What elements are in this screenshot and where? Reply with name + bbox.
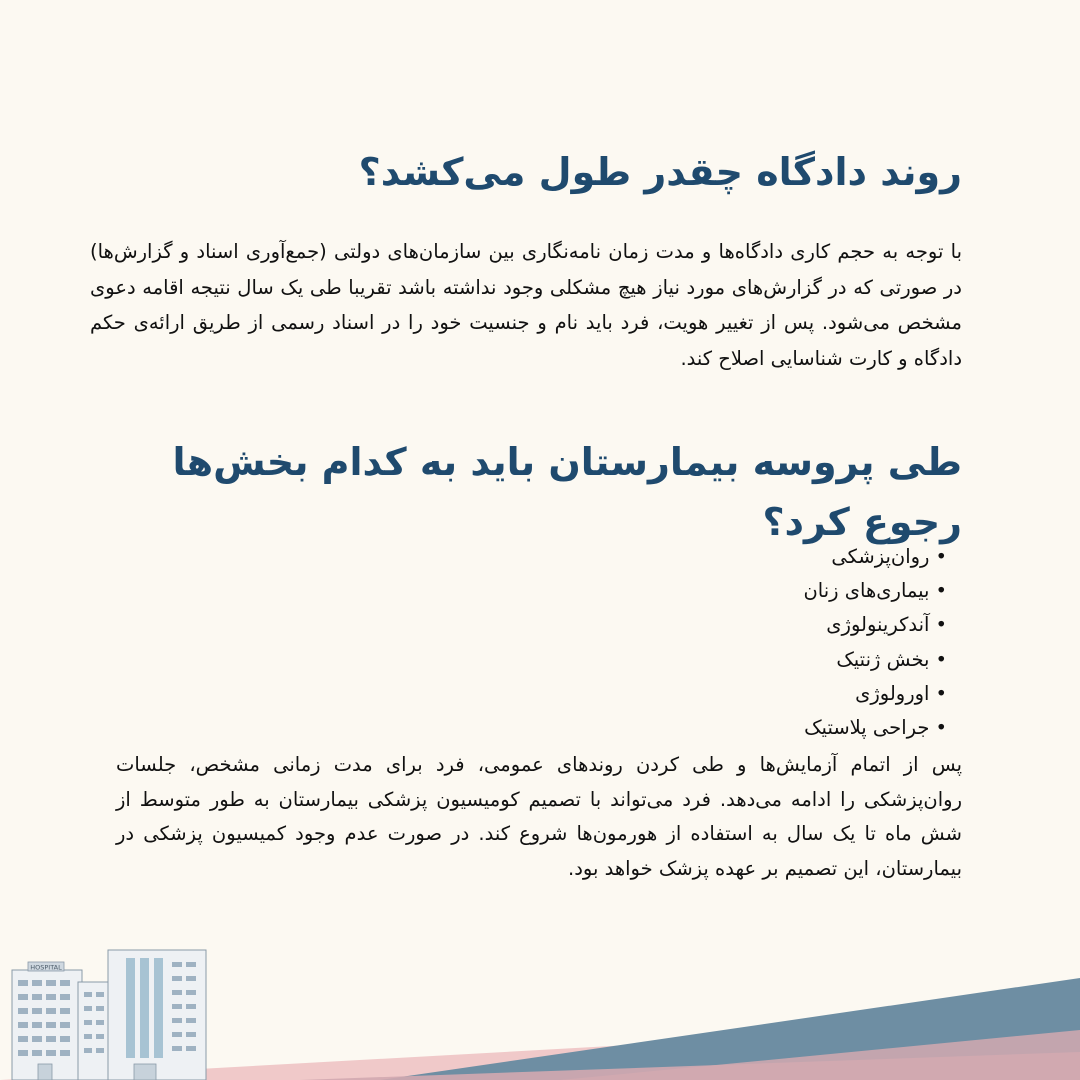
bullet-icon: • — [935, 716, 947, 740]
list-item — [347, 677, 947, 711]
bullet-icon: • — [935, 681, 947, 705]
list-item-label: بیماری‌های زنان — [803, 579, 930, 603]
hospital-sign-text: HOSPITAL — [30, 963, 62, 972]
list-item-label: جراحی پلاستیک — [804, 716, 930, 740]
list-item — [347, 540, 947, 574]
departments-list — [347, 540, 947, 745]
paragraph-court-duration: با توجه به حجم کاری دادگاه‌ها و مدت زمان نامه‌نگاری بین سازمان‌های دولتی (جمع‌آوری اسناد و گزارش‌ها) در صورتی که در گزارش‌های مورد نیاز هیچ مشکلی وجود نداشته باشد تقریبا طی یک سال نتیجه اقامه دعوی مشخص می‌شود. پس از تغییر هویت، فرد باید نام و جنسیت خود را در اسناد رسمی از طریق ارائه‌ی حکم دادگاه و کارت شناسایی اصلاح کند. — [90, 240, 962, 370]
heading-court-duration: روند دادگاه چقدر طول می‌کشد؟ — [358, 150, 962, 194]
paragraph-hormone-process: پس از اتمام آزمایش‌ها و طی کردن روندهای عمومی، فرد برای مدت زمانی مشخص، جلسات روان‌پزشکی را ادامه می‌دهد. فرد می‌تواند با تصمیم کومیسیون پزشکی بیمارستان به طور متوسط از شش ماه تا یک سال به استفاده از هورمون‌ها شروع کند. در صورت عدم وجود کمیسیون پزشکی در بیمارستان، این تصمیم بر عهده پزشک خواهد بود. — [116, 753, 962, 880]
bullet-icon: • — [935, 545, 947, 568]
bullet-icon: • — [935, 579, 947, 603]
list-item-label: روان‌پزشکی — [831, 545, 930, 568]
bullet-icon: • — [935, 647, 947, 671]
list-item — [347, 711, 947, 745]
bullet-icon: • — [935, 613, 947, 637]
list-item-label: آندکرینولوژی — [826, 613, 930, 637]
list-item-label: بخش ژنتیک — [836, 647, 930, 671]
hospital-building-icon — [8, 940, 218, 1080]
list-item-label: اورولوژی — [855, 681, 930, 705]
list-item — [347, 608, 947, 642]
list-item — [347, 643, 947, 677]
heading-hospital-departments: طی پروسه بیمارستان باید به کدام بخش‌ها رجوع کرد؟ — [172, 440, 962, 544]
list-item — [347, 574, 947, 608]
